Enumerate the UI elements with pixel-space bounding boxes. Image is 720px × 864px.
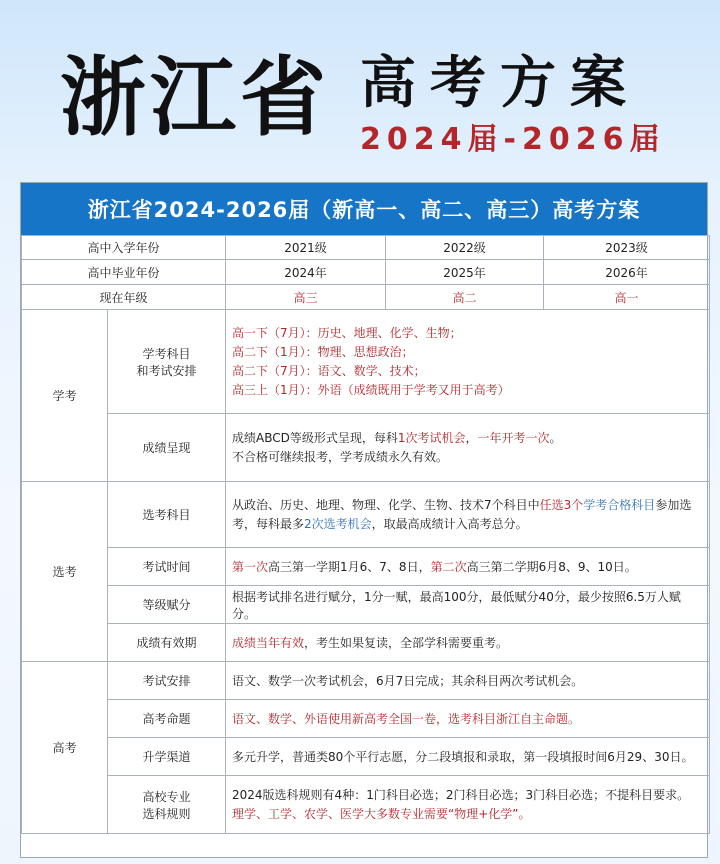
rule-line-2: 理学、工学、农学、医学大多数专业需要“物理+化学”。 bbox=[232, 806, 531, 821]
table-row bbox=[22, 310, 710, 414]
subject-line: 高二下（1月）：物理、思想政治； bbox=[232, 344, 414, 359]
grad-label: 高中毕业年份 bbox=[22, 260, 226, 285]
hero-title-years: 2024届-2026届 bbox=[360, 122, 666, 157]
gaokao-rule-content bbox=[226, 776, 710, 834]
gaokao-arr-label: 考试安排 bbox=[108, 662, 226, 700]
label-line: 高校专业 bbox=[142, 789, 191, 804]
grad-cell: 2025年 bbox=[386, 260, 544, 285]
table-row bbox=[22, 624, 710, 662]
text-run-highlight: 成绩当年有效 bbox=[232, 636, 305, 650]
text-run-highlight: 任选3个 bbox=[539, 497, 584, 512]
result-line-2: 不合格可继续报考，学考成绩永久有效。 bbox=[232, 449, 449, 464]
xuankao-assign-content: 根据考试排名进行赋分，1分一赋，最高100分，最低赋分40分，最少按照6.5万人赋分。 bbox=[226, 586, 710, 624]
xuankao-subj-label: 选考科目 bbox=[108, 482, 226, 548]
grade-label: 现在年级 bbox=[22, 285, 226, 310]
table-row bbox=[22, 700, 710, 738]
subject-line: 高二下（7月）：语文、数学、技术； bbox=[232, 363, 426, 378]
xuankao-valid-label: 成绩有效期 bbox=[108, 624, 226, 662]
hero-title-province: 浙江省 bbox=[60, 48, 330, 148]
grad-cell: 2026年 bbox=[544, 260, 710, 285]
text-run: 。 bbox=[549, 430, 562, 445]
text-run-highlight: 2次选考机会 bbox=[304, 516, 372, 531]
table-banner: 浙江省2024-2026届（新高一、高二、高三）高考方案 bbox=[21, 183, 707, 235]
table-row bbox=[22, 260, 710, 285]
text-run: ， bbox=[465, 430, 478, 445]
label-line: 选科规则 bbox=[142, 806, 191, 821]
text-run-highlight: 一年开考一次 bbox=[477, 430, 550, 445]
grade-cell: 高一 bbox=[544, 285, 710, 310]
xuankao-time-content bbox=[226, 548, 710, 586]
table-row bbox=[22, 662, 710, 700]
gaokao-channel-label: 升学渠道 bbox=[108, 738, 226, 776]
text-run: 成绩ABCD等级形式呈现，每科 bbox=[232, 430, 398, 445]
label-line: 学考科目 bbox=[142, 346, 191, 361]
table-row bbox=[22, 285, 710, 310]
table-row bbox=[22, 414, 710, 482]
result-line-1 bbox=[232, 429, 703, 448]
plan-table bbox=[21, 235, 710, 834]
text-run: 高三第一学期1月6、7、8日， bbox=[268, 560, 431, 574]
xuankao-valid-content bbox=[226, 624, 710, 662]
text-run-highlight: 第一次 bbox=[232, 560, 269, 574]
xuekao-subjects-content bbox=[226, 310, 710, 414]
table-row bbox=[22, 482, 710, 548]
gaokao-prop-content: 语文、数学、外语使用新高考全国一卷，选考科目浙江自主命题。 bbox=[226, 700, 710, 738]
enroll-label: 高中入学年份 bbox=[22, 236, 226, 260]
table-row bbox=[22, 586, 710, 624]
text-run-highlight: 学考合格科目 bbox=[583, 497, 656, 512]
table-row bbox=[22, 548, 710, 586]
gaokao-prop-label: 高考命题 bbox=[108, 700, 226, 738]
subject-line: 高一下（7月）：历史、地理、化学、生物； bbox=[232, 325, 462, 340]
section-label-gaokao: 高考 bbox=[22, 662, 108, 834]
xuankao-time-label: 考试时间 bbox=[108, 548, 226, 586]
text-run-highlight: 第二次 bbox=[430, 560, 467, 574]
rule-line-1: 2024版选科规则有4种：1门科目必选；2门科目必选；3门科目必选；不提科目要求。 bbox=[232, 787, 690, 802]
table-row bbox=[22, 776, 710, 834]
subject-line: 高三上（1月）：外语（成绩既用于学考又用于高考） bbox=[232, 382, 510, 397]
enroll-cell: 2021级 bbox=[226, 236, 386, 260]
text-run-highlight: 1次考试机会 bbox=[397, 430, 466, 445]
text-run: 参加选考，每科最多 bbox=[232, 497, 692, 531]
xuekao-result-label: 成绩呈现 bbox=[108, 414, 226, 482]
enroll-cell: 2023级 bbox=[544, 236, 710, 260]
enroll-cell: 2022级 bbox=[386, 236, 544, 260]
gaokao-rule-label bbox=[108, 776, 226, 834]
text-run: ，考生如果复读，全部学科需要重考。 bbox=[304, 636, 509, 650]
text-run: 高三第二学期6月8、9、10日。 bbox=[466, 560, 637, 574]
xuekao-subjects-label bbox=[108, 310, 226, 414]
hero-header bbox=[0, 0, 720, 180]
xuekao-result-content bbox=[226, 414, 710, 482]
hero-title-plan: 高考方案 bbox=[360, 51, 640, 116]
gaokao-arr-content: 语文、数学一次考试机会，6月7日完成；其余科目两次考试机会。 bbox=[226, 662, 710, 700]
xuankao-subj-content bbox=[226, 482, 710, 548]
plan-table-card bbox=[20, 182, 708, 858]
table-row bbox=[22, 738, 710, 776]
grade-cell: 高二 bbox=[386, 285, 544, 310]
text-run: ，取最高成绩计入高考总分。 bbox=[371, 516, 528, 531]
grade-cell: 高三 bbox=[226, 285, 386, 310]
text-run: 从政治、历史、地理、物理、化学、生物、技术7个科目中 bbox=[232, 497, 540, 512]
table-row bbox=[22, 236, 710, 260]
label-line: 和考试安排 bbox=[136, 363, 197, 378]
section-label-xuekao: 学考 bbox=[22, 310, 108, 482]
section-label-xuankao: 选考 bbox=[22, 482, 108, 662]
xuankao-assign-label: 等级赋分 bbox=[108, 586, 226, 624]
grad-cell: 2024年 bbox=[226, 260, 386, 285]
gaokao-channel-content: 多元升学，普通类80个平行志愿，分二段填报和录取，第一段填报时间6月29、30日。 bbox=[226, 738, 710, 776]
